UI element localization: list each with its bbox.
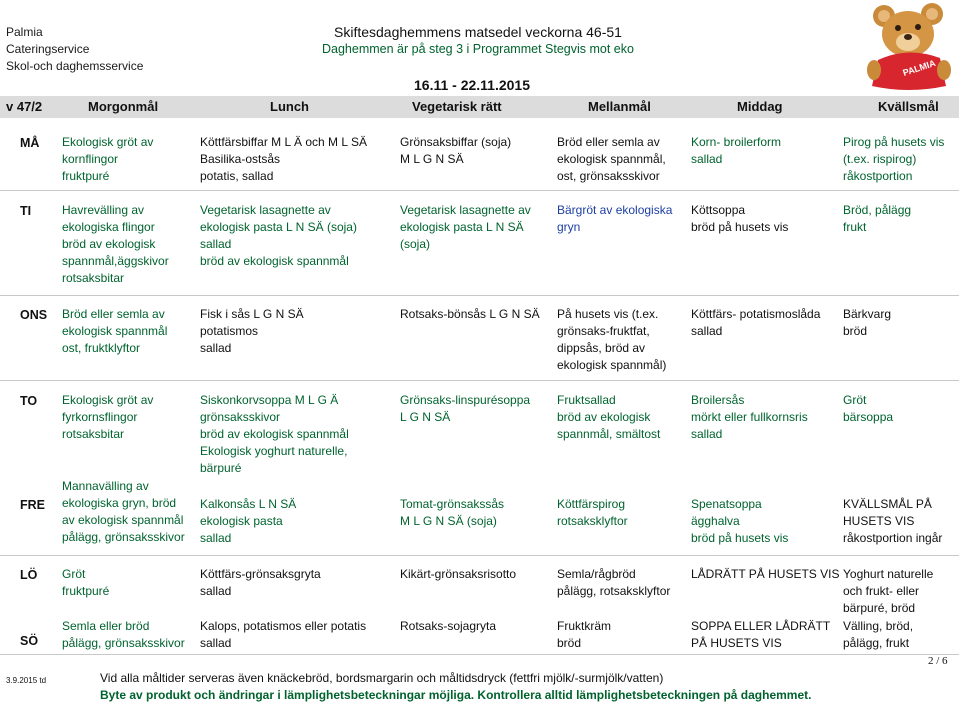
- cell-to-kvallsmal: Gröt bärsoppa: [843, 393, 894, 424]
- cell-lo-morgonmal: Gröt fruktpuré: [62, 567, 110, 598]
- row-divider: [0, 295, 959, 296]
- org-subunit: Skol-och daghemsservice: [6, 59, 144, 73]
- day-label-to: TO: [20, 394, 38, 408]
- cell-ti-morgonmal: Havrevälling av ekologiska flingor bröd av ekologisk spannmål,äggskivor rotsaksbitar: [62, 203, 169, 285]
- date-range: 16.11 - 22.11.2015: [414, 77, 530, 93]
- cell-ons-lunch: Fisk i sås L G N SÄ potatismos sallad: [200, 307, 304, 355]
- cell-to-mellanmal: Fruktsallad bröd av ekologisk spannmål, smältost: [557, 393, 661, 441]
- col-header-kvallsmal: Kvällsmål: [878, 99, 939, 114]
- day-label-ons: ONS: [20, 308, 48, 322]
- org-unit: Cateringservice: [6, 42, 90, 56]
- day-label-so: SÖ: [20, 634, 39, 648]
- cell-ma-lunch: Köttfärsbiffar M L Ä och M L SÄ Basilika-ostsås potatis, sallad: [200, 135, 367, 183]
- cell-ti-vegetarisk: Vegetarisk lasagnette av ekologisk pasta L N SÄ (soja): [400, 203, 531, 251]
- cell-ma-kvallsmal: Pirog på husets vis (t.ex. rispirog) råkostportion: [843, 135, 945, 183]
- cell-to-lunch: Siskonkorvsoppa M L G Ä grönsaksskivor bröd av ekologisk spannmål Ekologisk yoghurt naturelle, bärpuré: [200, 393, 349, 475]
- page-number: 2 / 6: [928, 655, 948, 667]
- cell-so-kvallsmal: Välling, bröd, pålägg, frukt: [843, 619, 914, 650]
- cell-ma-middag: Korn- broilerform sallad: [691, 135, 782, 166]
- cell-lo-mellanmal: Semla/rågbröd pålägg, rotsaksklyftor: [557, 567, 671, 598]
- cell-fre-lunch: Kalkonsås L N SÄ ekologisk pasta sallad: [200, 497, 297, 545]
- day-label-fre: FRE: [20, 498, 45, 512]
- cell-ti-mellanmal: Bärgröt av ekologiska gryn: [557, 203, 673, 234]
- cell-so-middag: SOPPA ELLER LÅDRÄTT PÅ HUSETS VIS: [691, 619, 831, 650]
- cell-ons-kvallsmal: Bärkvarg bröd: [843, 307, 892, 338]
- cell-to-middag: Broilersås mörkt eller fullkornsris sallad: [691, 393, 808, 441]
- footer-note-1: Vid alla måltider serveras även knäckebröd, bordsmargarin och måltidsdryck (fettfri mjölk/-surmjölk/vatten): [100, 671, 664, 685]
- cell-ons-mellanmal: På husets vis (t.ex. grönsaks-fruktfat, dippsås, bröd av ekologisk spannmål): [557, 307, 667, 372]
- cell-so-morgonmal: Semla eller bröd pålägg, grönsaksskivor: [62, 619, 185, 650]
- row-divider: [0, 555, 959, 556]
- cell-lo-kvallsmal: Yoghurt naturelle och frukt- eller bärpuré, bröd: [843, 567, 934, 615]
- cell-ons-vegetarisk: Rotsaks-bönsås L G N SÄ: [400, 307, 540, 321]
- cell-ti-kvallsmal: Bröd, pålägg frukt: [843, 203, 912, 234]
- row-divider: [0, 190, 959, 191]
- teddy-bear-logo: [862, 0, 954, 92]
- col-header-mellanmal: Mellanmål: [588, 99, 651, 114]
- row-divider: [0, 380, 959, 381]
- cell-fre-morgonmal: Mannavälling av ekologiska gryn, bröd av ekologisk spannmål pålägg, grönsaksskivor: [62, 479, 185, 544]
- day-label-lo: LÖ: [20, 568, 38, 582]
- cell-ma-vegetarisk: Grönsaksbiffar (soja) M L G N SÄ: [400, 135, 512, 166]
- cell-lo-middag: LÅDRÄTT PÅ HUSETS VIS: [691, 567, 840, 581]
- day-label-ti: TI: [20, 204, 32, 218]
- cell-ti-middag: Köttsoppa bröd på husets vis: [691, 203, 789, 234]
- cell-so-vegetarisk: Rotsaks-sojagryta: [400, 619, 497, 633]
- row-divider: [0, 654, 959, 655]
- page-subtitle: Daghemmen är på steg 3 i Programmet Stegvis mot eko: [322, 42, 634, 56]
- cell-lo-vegetarisk: Kikärt-grönsaksrisotto: [400, 567, 517, 581]
- cell-ons-middag: Köttfärs- potatismoslåda sallad: [691, 307, 821, 338]
- date-stamp: 3.9.2015 td: [6, 676, 47, 685]
- cell-ma-mellanmal: Bröd eller semla av ekologisk spannmål, ost, grönsaksskivor: [557, 135, 666, 183]
- week-label: v 47/2: [6, 99, 43, 114]
- cell-fre-vegetarisk: Tomat-grönsakssås M L G N SÄ (soja): [400, 497, 505, 528]
- cell-so-lunch: Kalops, potatismos eller potatis sallad: [200, 619, 367, 650]
- cell-so-mellanmal: Fruktkräm bröd: [557, 619, 611, 650]
- cell-lo-lunch: Köttfärs-grönsaksgryta sallad: [200, 567, 321, 598]
- col-header-lunch: Lunch: [270, 99, 309, 114]
- cell-fre-kvallsmal: KVÄLLSMÅL PÅ HUSETS VIS råkostportion ingår: [843, 497, 943, 545]
- cell-ons-morgonmal: Bröd eller semla av ekologisk spannmål ost, fruktklyftor: [62, 307, 168, 355]
- cell-fre-middag: Spenatsoppa ägghalva bröd på husets vis: [691, 497, 789, 545]
- col-header-morgonmal: Morgonmål: [88, 99, 159, 114]
- org-name: Palmia: [6, 25, 43, 39]
- cell-fre-mellanmal: Köttfärspirog rotsaksklyftor: [557, 497, 628, 528]
- cell-ti-lunch: Vegetarisk lasagnette av ekologisk pasta L N SÄ (soja) sallad bröd av ekologisk spannmål: [200, 203, 357, 268]
- cell-ma-morgonmal: Ekologisk gröt av kornflingor fruktpuré: [62, 135, 154, 183]
- page-title: Skiftesdaghemmens matsedel veckorna 46-51: [334, 24, 622, 40]
- col-header-vegetarisk: Vegetarisk rätt: [412, 99, 502, 114]
- svg-text:PALMIA: PALMIA: [901, 57, 937, 78]
- cell-to-morgonmal: Ekologisk gröt av fyrkornsflingor rotsaksbitar: [62, 393, 154, 441]
- day-label-ma: MÅ: [20, 136, 40, 150]
- cell-to-vegetarisk: Grönsaks-linspurésoppa L G N SÄ: [400, 393, 531, 424]
- footer-note-2: Byte av produkt och ändringar i lämplighetsbeteckningar möjliga. Kontrollera alltid lämplighetsbeteckningen på daghemmet.: [100, 688, 812, 702]
- col-header-middag: Middag: [737, 99, 783, 114]
